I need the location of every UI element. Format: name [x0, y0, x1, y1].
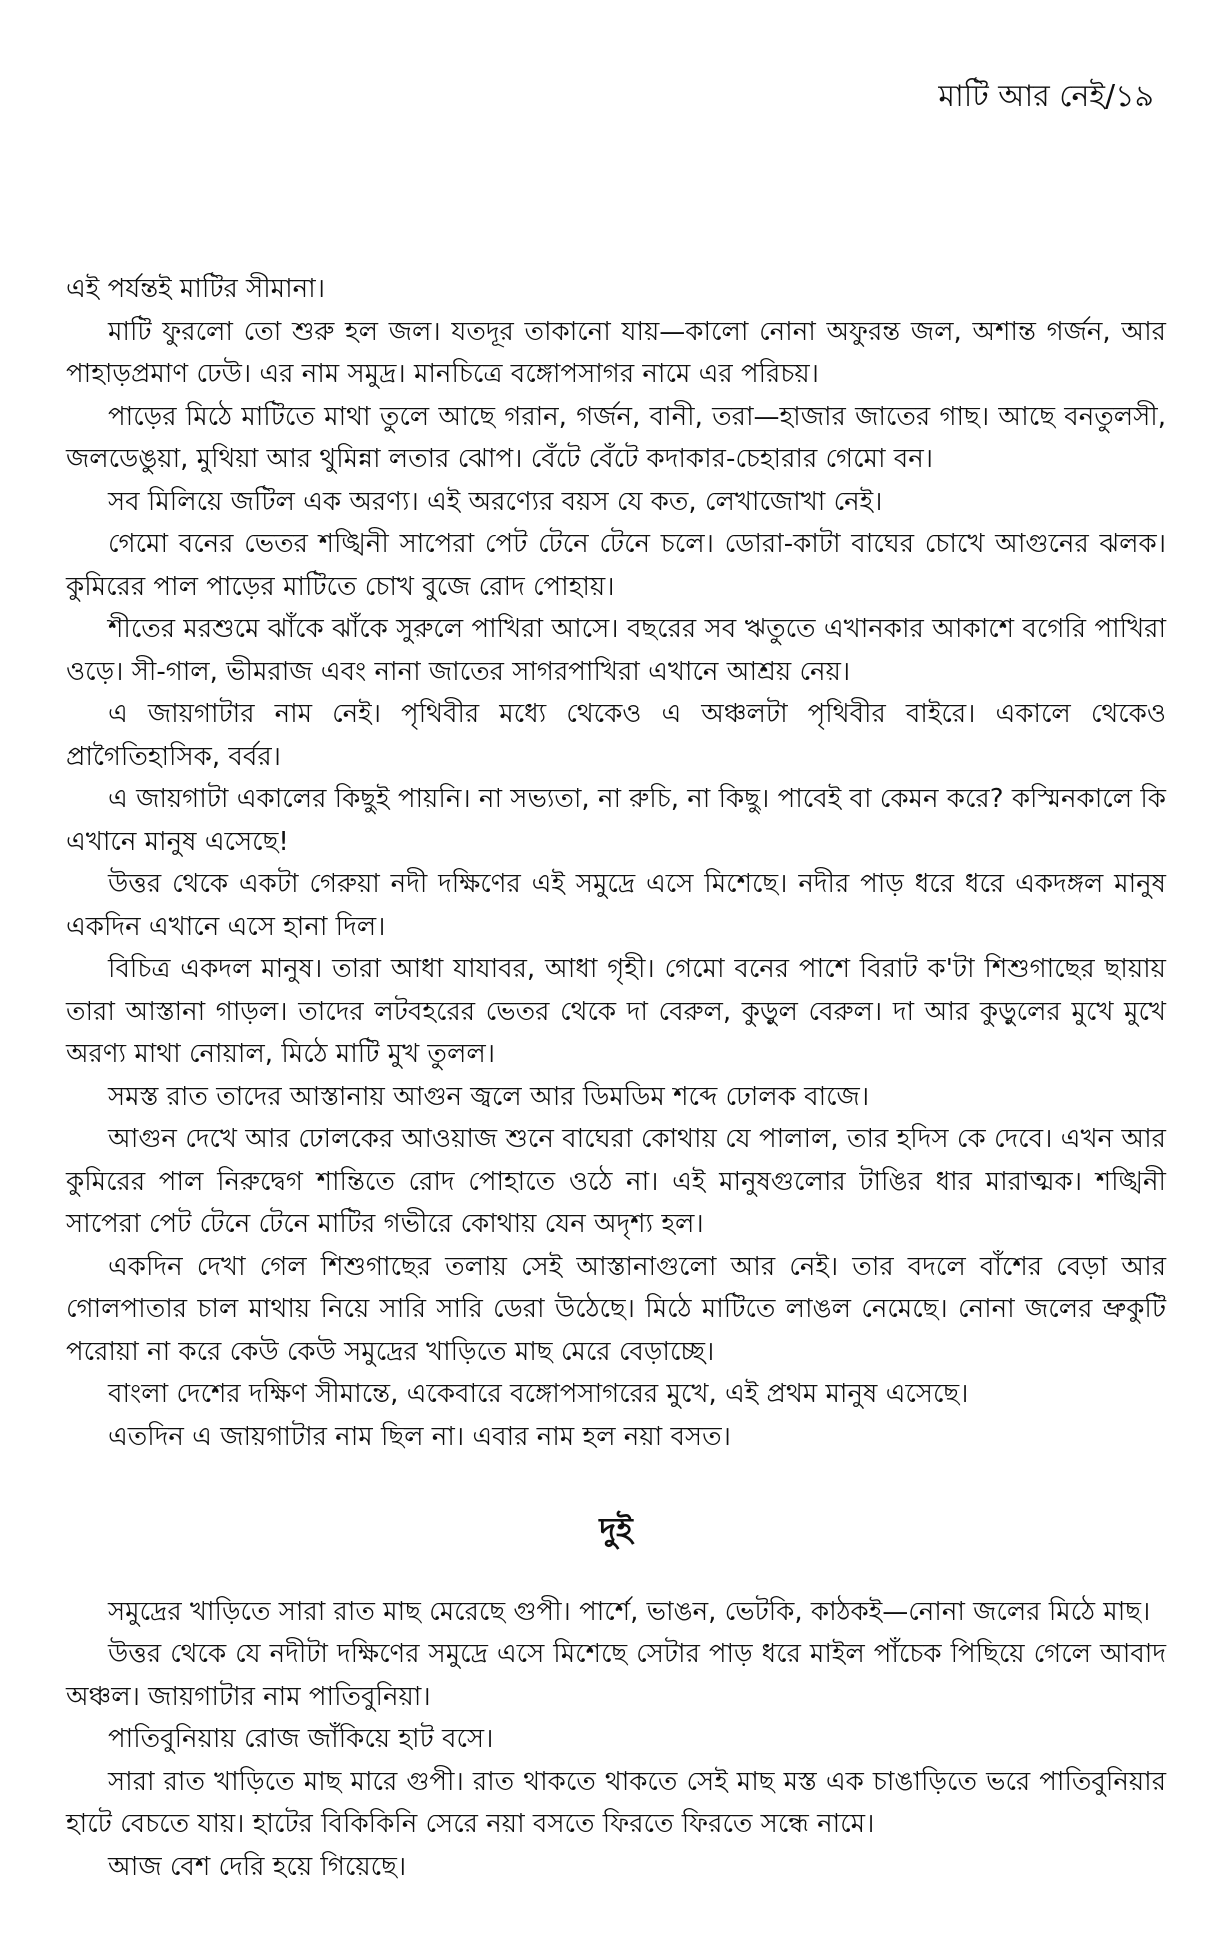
paragraph: আগুন দেখে আর ঢোলকের আওয়াজ শুনে বাঘেরা কোথায় যে পালাল, তার হদিস কে দেবে। এখন আর কুমিরের পাল নিরুদ্বেগ শান্তিতে রোদ পোহাতে ওঠে না। এই মানুষগুলোর টাঙির ধার মারাত্মক। শঙ্খিনী সাপেরা পেট টেনে টেনে মাটির গভীরে কোথায় যেন অদৃশ্য হল।	[66, 1124, 1166, 1239]
paragraph: এ জায়গাটা একালের কিছুই পায়নি। না সভ্যতা, না রুচি, না কিছু। পাবেই বা কেমন করে? কস্মিনকালে কি এখানে মানুষ এসেছে!	[66, 784, 1166, 857]
paragraph: পাতিবুনিয়ায় রোজ জাঁকিয়ে হাট বসে।	[108, 1724, 494, 1754]
paragraph: এতদিন এ জায়গাটার নাম ছিল না। এবার নাম হল নয়া বসত।	[108, 1421, 731, 1452]
paragraph: পাড়ের মিঠে মাটিতে মাথা তুলে আছে গরান, গর্জন, বানী, তরা—হাজার জাতের গাছ। আছে বনতুলসী, জলডেঙুয়া, মুথিয়া আর থুমিন্না লতার ঝোপ। বেঁটে বেঁটে কদাকার-চেহারার গেমো বন।	[66, 401, 1166, 474]
paragraph: মাটি ফুরলো তো শুরু হল জল। যতদূর তাকানো যায়—কালো নোনা অফুরন্ত জল, অশান্ত গর্জন, আর পাহাড়প্রমাণ ঢেউ। এর নাম সমুদ্র। মানচিত্রে বঙ্গোপসাগর নামে এর পরিচয়।	[66, 316, 1166, 389]
paragraph: সমস্ত রাত তাদের আস্তানায় আগুন জ্বলে আর ডিমডিম শব্দে ঢোলক বাজে।	[108, 1081, 870, 1112]
paragraph: উত্তর থেকে একটা গেরুয়া নদী দক্ষিণের এই সমুদ্রে এসে মিশেছে। নদীর পাড় ধরে ধরে একদঙ্গল মানুষ একদিন এখানে এসে হানা দিল।	[66, 869, 1166, 942]
paragraph: এই পর্যন্তই মাটির সীমানা।	[66, 274, 325, 304]
paragraph: এ জায়গাটার নাম নেই। পৃথিবীর মধ্যে থেকেও এ অঞ্চলটা পৃথিবীর বাইরে। একালে থেকেও প্রাগৈতিহাসিক, বর্বর।	[66, 699, 1166, 772]
paragraph: একদিন দেখা গেল শিশুগাছের তলায় সেই আস্তানাগুলো আর নেই। তার বদলে বাঁশের বেড়া আর গোলপাতার চাল মাথায় নিয়ে সারি সারি ডেরা উঠেছে। মিঠে মাটিতে লাঙল নেমেছে। নোনা জলের ভ্রুকুটি পরোয়া না করে কেউ কেউ সমুদ্রের খাড়িতে মাছ মেরে বেড়াচ্ছে।	[66, 1251, 1166, 1367]
paragraph: সমুদ্রের খাড়িতে সারা রাত মাছ মেরেছে গুপী। পার্শে, ভাঙন, ভেটকি, কাঠকই—নোনা জলের মিঠে মাছ।	[108, 1596, 1151, 1627]
running-head: মাটি আর নেই/১৯	[938, 79, 1154, 114]
paragraph: উত্তর থেকে যে নদীটা দক্ষিণের সমুদ্রে এসে মিশেছে সেটার পাড় ধরে মাইল পাঁচেক পিছিয়ে গেলে আবাদ অঞ্চল। জায়গাটার নাম পাতিবুনিয়া।	[66, 1639, 1166, 1712]
paragraph: গেমো বনের ভেতর শঙ্খিনী সাপেরা পেট টেনে টেনে চলে। ডোরা-কাটা বাঘের চোখে আগুনের ঝলক। কুমিরের পাল পাড়ের মাটিতে চোখ বুজে রোদ পোহায়।	[66, 529, 1166, 602]
chapter-heading: দুই	[599, 1510, 633, 1548]
paragraph: বাংলা দেশের দক্ষিণ সীমান্তে, একেবারে বঙ্গোপসাগরের মুখে, এই প্রথম মানুষ এসেছে।	[108, 1379, 969, 1409]
paragraph: শীতের মরশুমে ঝাঁকে ঝাঁকে সুরুলে পাখিরা আসে। বছরের সব ঋতুতে এখানকার আকাশে বগেরি পাখিরা ওড়ে। সী-গাল, ভীমরাজ এবং নানা জাতের সাগরপাখিরা এখানে আশ্রয় নেয়।	[66, 614, 1166, 687]
paragraph: বিচিত্র একদল মানুষ। তারা আধা যাযাবর, আধা গৃহী। গেমো বনের পাশে বিরাট ক'টা শিশুগাছের ছায়ায় তারা আস্তানা গাড়ল। তাদের লটবহরের ভেতর থেকে দা বেরুল, কুড়ুল বেরুল। দা আর কুড়ুলের মুখে মুখে অরণ্য মাথা নোয়াল, মিঠে মাটি মুখ তুলল।	[66, 954, 1166, 1069]
paragraph: সারা রাত খাড়িতে মাছ মারে গুপী। রাত থাকতে থাকতে সেই মাছ মস্ত এক চাঙাড়িতে ভরে পাতিবুনিয়ার হাটে বেচতে যায়। হাটের বিকিকিনি সেরে নয়া বসতে ফিরতে ফিরতে সন্ধে নামে।	[66, 1766, 1166, 1839]
paragraph: সব মিলিয়ে জটিল এক অরণ্য। এই অরণ্যের বয়স যে কত, লেখাজোখা নেই।	[108, 486, 883, 517]
paragraph: আজ বেশ দেরি হয়ে গিয়েছে।	[108, 1851, 407, 1882]
page-body	[66, 268, 1166, 1888]
